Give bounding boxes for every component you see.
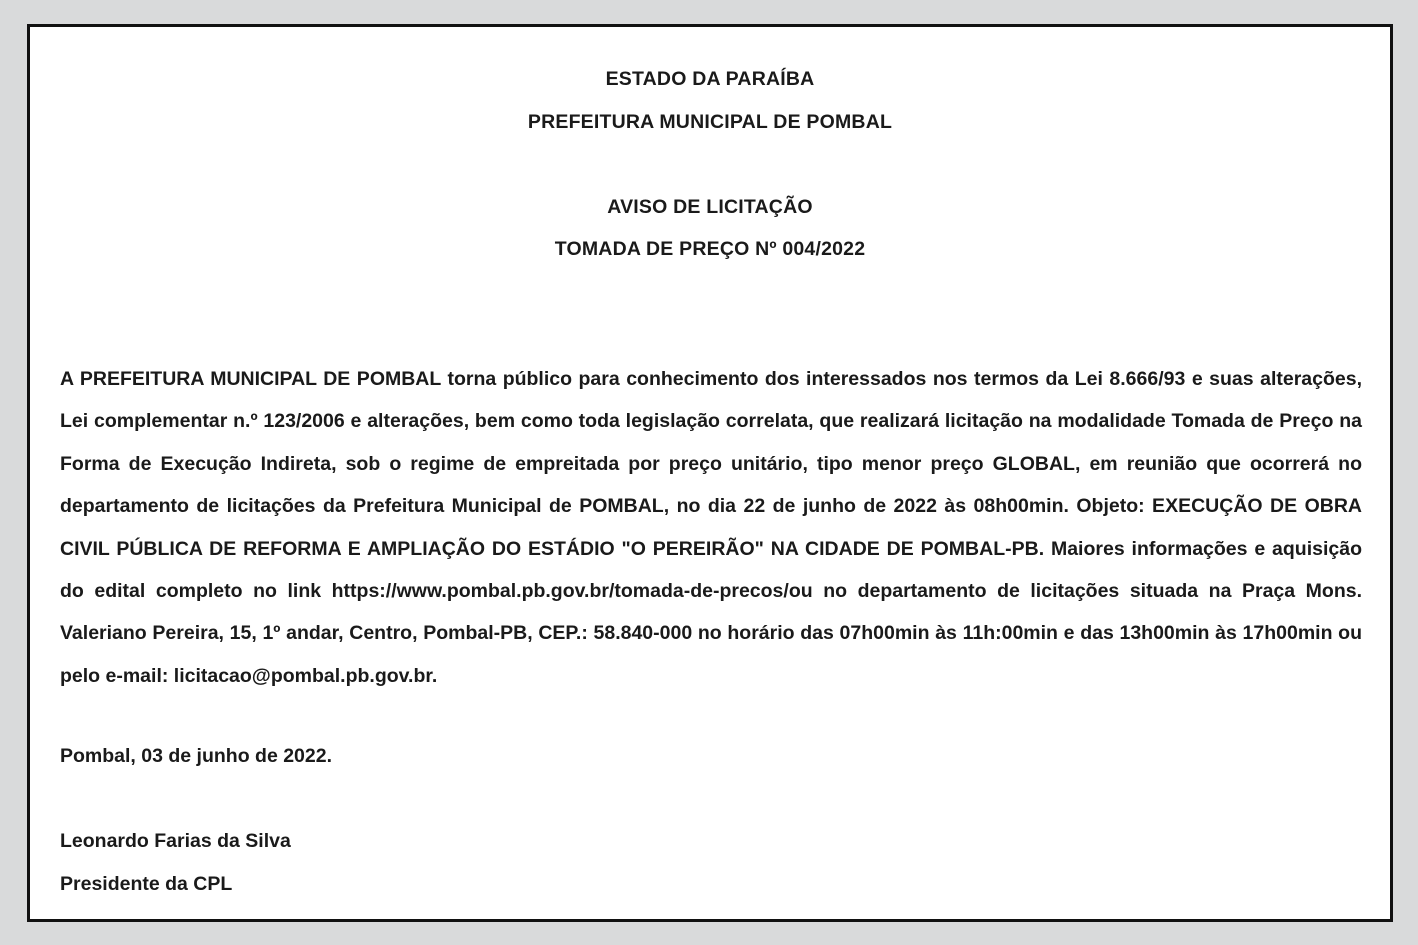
state-heading: ESTADO DA PARAÍBA — [605, 68, 815, 90]
notice-title: AVISO DE LICITAÇÃO — [607, 196, 813, 218]
notice-box — [27, 24, 1393, 922]
signatory-name: Leonardo Farias da Silva — [60, 830, 291, 852]
notice-body-paragraph: A PREFEITURA MUNICIPAL DE POMBAL torna público para conhecimento dos interessados nos termos da Lei 8.666/93 e suas alterações, Lei complementar n.º 123/2006 e alterações, bem como toda legislação correlata, que realizará licitação na modalidade Tomada de Preço na Forma de Execução Indireta, sob o regime de empreitada por preço unitário, tipo menor preço GLOBAL, em reunião que ocorrerá no departamento de licitações da Prefeitura Municipal de POMBAL, no dia 22 de junho de 2022 às 08h00min. Objeto: EXECUÇÃO DE OBRA CIVIL PÚBLICA DE REFORMA E AMPLIAÇÃO DO ESTÁDIO "O PEREIRÃO" NA CIDADE DE POMBAL-PB. Maiores informações e aquisição do edital completo no link https://www.pombal.pb.gov.br/tomada-de-precos/ou no departamento de licitações situada na Praça Mons. Valeriano Pereira, 15, 1º andar, Centro, Pombal-PB, CEP.: 58.840-000 no horário das 07h00min às 11h:00min e das 13h00min às 17h00min ou pelo e-mail: licitacao@pombal.pb.gov.br. — [60, 368, 1362, 687]
notice-date: Pombal, 03 de junho de 2022. — [60, 745, 333, 767]
process-number: TOMADA DE PREÇO Nº 004/2022 — [554, 238, 866, 260]
municipality-heading: PREFEITURA MUNICIPAL DE POMBAL — [527, 111, 893, 133]
signatory-role: Presidente da CPL — [60, 873, 233, 895]
